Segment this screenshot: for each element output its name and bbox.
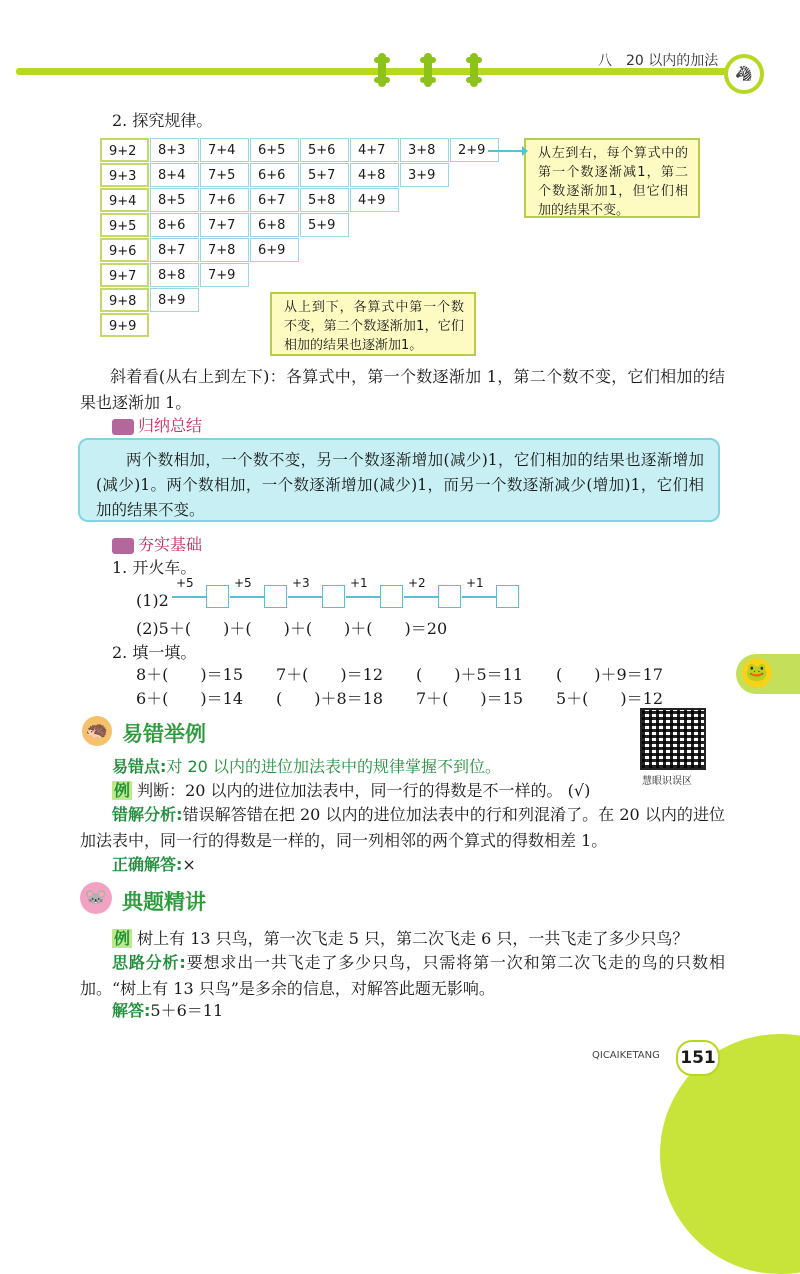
table-cell: 9+2 — [100, 138, 149, 162]
train-step-label: +2 — [408, 576, 426, 590]
train-step-label: +1 — [466, 576, 484, 590]
typical-heading: 典题精讲 — [122, 890, 206, 914]
error-point — [112, 754, 501, 780]
table-cell: 3+8 — [400, 138, 449, 162]
analysis — [80, 802, 725, 854]
page-number: 151 — [676, 1040, 720, 1076]
side-tab — [736, 654, 800, 694]
mascot-icon: 🐭 — [80, 882, 112, 914]
note-left-right: 从左到右，每个算式中的第一个数逐渐减1，第二个数逐渐加1，但它们相加的结果不变。 — [524, 138, 700, 218]
answer-box[interactable] — [496, 585, 519, 608]
fill-blank-item[interactable]: ( )＋5＝11 — [416, 665, 524, 684]
answer-box[interactable] — [380, 585, 403, 608]
fill-blank-item[interactable]: 6＋( )＝14 — [136, 689, 244, 708]
example-2-label: 例 — [114, 929, 131, 948]
binder-pin-icon — [470, 53, 478, 87]
table-cell: 4+7 — [350, 138, 399, 162]
table-cell: 6+8 — [250, 213, 299, 237]
mascot-icon: 🦔 — [82, 716, 112, 746]
correct-text: × — [182, 855, 196, 874]
diagonal-explanation: 斜着看(从右上到左下)：各算式中，第一个数逐渐加 1，第二个数不变，它们相加的结果也逐渐加 1。 — [80, 367, 725, 412]
fill-blank-item[interactable]: ( )＋9＝17 — [556, 665, 664, 684]
note-top-bottom: 从上到下，各算式中第一个数不变，第二个数逐渐加1，它们相加的结果也逐渐加1。 — [270, 292, 476, 356]
pencil-icon — [112, 538, 134, 554]
table-cell: 7+7 — [200, 213, 249, 237]
table-cell: 9+5 — [100, 213, 149, 237]
train-step-label: +3 — [292, 576, 310, 590]
table-cell: 8+7 — [150, 238, 199, 262]
error-heading: 易错举例 — [122, 722, 206, 746]
question-2-title: 2. 填一填。 — [112, 643, 197, 662]
arrow-icon — [488, 144, 528, 158]
example-2-text: 树上有 13 只鸟，第一次飞走 5 只，第二次飞走 6 只，一共飞走了多少只鸟？ — [137, 929, 689, 948]
answer — [112, 998, 223, 1024]
table-cell: 5+6 — [300, 138, 349, 162]
error-point-label: 易错点: — [112, 757, 167, 776]
basic-heading: 夯实基础 — [112, 532, 202, 555]
qr-code-icon — [640, 708, 706, 770]
table-cell: 8+5 — [150, 188, 199, 212]
fill-blank-item[interactable]: ( )＋8＝18 — [276, 689, 384, 708]
table-cell: 4+8 — [350, 163, 399, 187]
summary-heading: 归纳总结 — [112, 413, 202, 436]
table-cell: 9+9 — [100, 313, 149, 337]
answer-box[interactable] — [438, 585, 461, 608]
thinking-text: 要想求出一共飞走了多少只鸟，只需将第一次和第二次飞走的鸟的只数相加。“树上有 13 只鸟”是多余的信息，对解答此题无影响。 — [80, 953, 725, 998]
pencil-icon — [112, 419, 134, 435]
arrow-icon — [288, 596, 322, 598]
table-cell: 2+9 — [450, 138, 499, 162]
train-start: (1)2 — [136, 591, 169, 610]
chapter-title: 八 20 以内的加法 — [598, 53, 719, 69]
fill-blank-item[interactable]: 7＋( )＝15 — [416, 689, 524, 708]
example-label: 例 — [114, 781, 131, 800]
train-line-2: (2)5＋( )＋( )＋( )＋( )＝20 — [136, 619, 448, 638]
qr-label: 慧眼识误区 — [642, 776, 692, 787]
answer-box[interactable] — [322, 585, 345, 608]
table-cell: 5+8 — [300, 188, 349, 212]
table-cell: 6+6 — [250, 163, 299, 187]
summary-box — [78, 438, 720, 522]
binder-pin-icon — [424, 53, 432, 87]
fill-blank-item[interactable]: 5＋( )＝12 — [556, 689, 664, 708]
example-text: 判断：20 以内的进位加法表中，同一行的得数是不一样的。 (√) — [137, 781, 591, 800]
arrow-icon — [462, 596, 496, 598]
table-cell: 8+4 — [150, 163, 199, 187]
table-cell: 7+4 — [200, 138, 249, 162]
table-cell: 3+9 — [400, 163, 449, 187]
table-cell: 9+7 — [100, 263, 149, 287]
table-cell: 9+4 — [100, 188, 149, 212]
answer-box[interactable] — [264, 585, 287, 608]
table-cell: 8+9 — [150, 288, 199, 312]
answer-text: 5＋6＝11 — [150, 1001, 224, 1020]
table-cell: 6+9 — [250, 238, 299, 262]
table-cell: 8+3 — [150, 138, 199, 162]
train-chain — [172, 576, 532, 612]
correct-answer — [112, 852, 196, 878]
table-cell: 5+7 — [300, 163, 349, 187]
table-cell: 6+7 — [250, 188, 299, 212]
arrow-icon — [172, 596, 206, 598]
example-line — [112, 778, 590, 804]
error-point-text: 对 20 以内的进位加法表中的规律掌握不到位。 — [166, 757, 501, 776]
answer-label: 解答: — [112, 1001, 151, 1020]
table-cell: 7+6 — [200, 188, 249, 212]
section-title: 2. 探究规律。 — [112, 111, 213, 130]
question-1-title: 1. 开火车。 — [112, 558, 197, 577]
thinking-label: 思路分析: — [112, 953, 186, 972]
frog-mascot-icon: 🐸 — [742, 658, 772, 688]
analysis-label: 错解分析: — [112, 805, 183, 824]
table-cell: 6+5 — [250, 138, 299, 162]
mascot-icon: 🦓 — [724, 54, 764, 94]
arrow-icon — [346, 596, 380, 598]
table-cell: 9+8 — [100, 288, 149, 312]
binder-pin-icon — [378, 53, 386, 87]
correct-label: 正确解答: — [112, 855, 183, 874]
train-step-label: +5 — [234, 576, 252, 590]
arrow-icon — [230, 596, 264, 598]
table-cell: 7+9 — [200, 263, 249, 287]
table-cell: 7+8 — [200, 238, 249, 262]
analysis-text: 错误解答错在把 20 以内的进位加法表中的行和列混淆了。在 20 以内的进位加法表中，同一行的得数是一样的，同一列相邻的两个算式的得数相差 1。 — [80, 805, 725, 850]
thinking — [80, 950, 725, 1002]
table-cell: 5+9 — [300, 213, 349, 237]
brand-text: QICAIKETANG — [592, 1050, 660, 1061]
fill-blank-item[interactable]: 8＋( )＝15 — [136, 665, 244, 684]
table-cell: 8+6 — [150, 213, 199, 237]
answer-box[interactable] — [206, 585, 229, 608]
table-cell: 7+5 — [200, 163, 249, 187]
train-step-label: +5 — [176, 576, 194, 590]
table-cell: 8+8 — [150, 263, 199, 287]
train-step-label: +1 — [350, 576, 368, 590]
arrow-icon — [404, 596, 438, 598]
table-cell: 4+9 — [350, 188, 399, 212]
fill-blank-item[interactable]: 7＋( )＝12 — [276, 665, 384, 684]
table-cell: 9+6 — [100, 238, 149, 262]
table-cell: 9+3 — [100, 163, 149, 187]
example-2-line — [112, 926, 688, 952]
summary-text: 两个数相加，一个数不变，另一个数逐渐增加(减少)1，它们相加的结果也逐渐增加(减少)1。两个数相加，一个数逐渐增加(减少)1，而另一个数逐渐减少(增加)1，它们相加的结果不变。 — [96, 451, 704, 519]
